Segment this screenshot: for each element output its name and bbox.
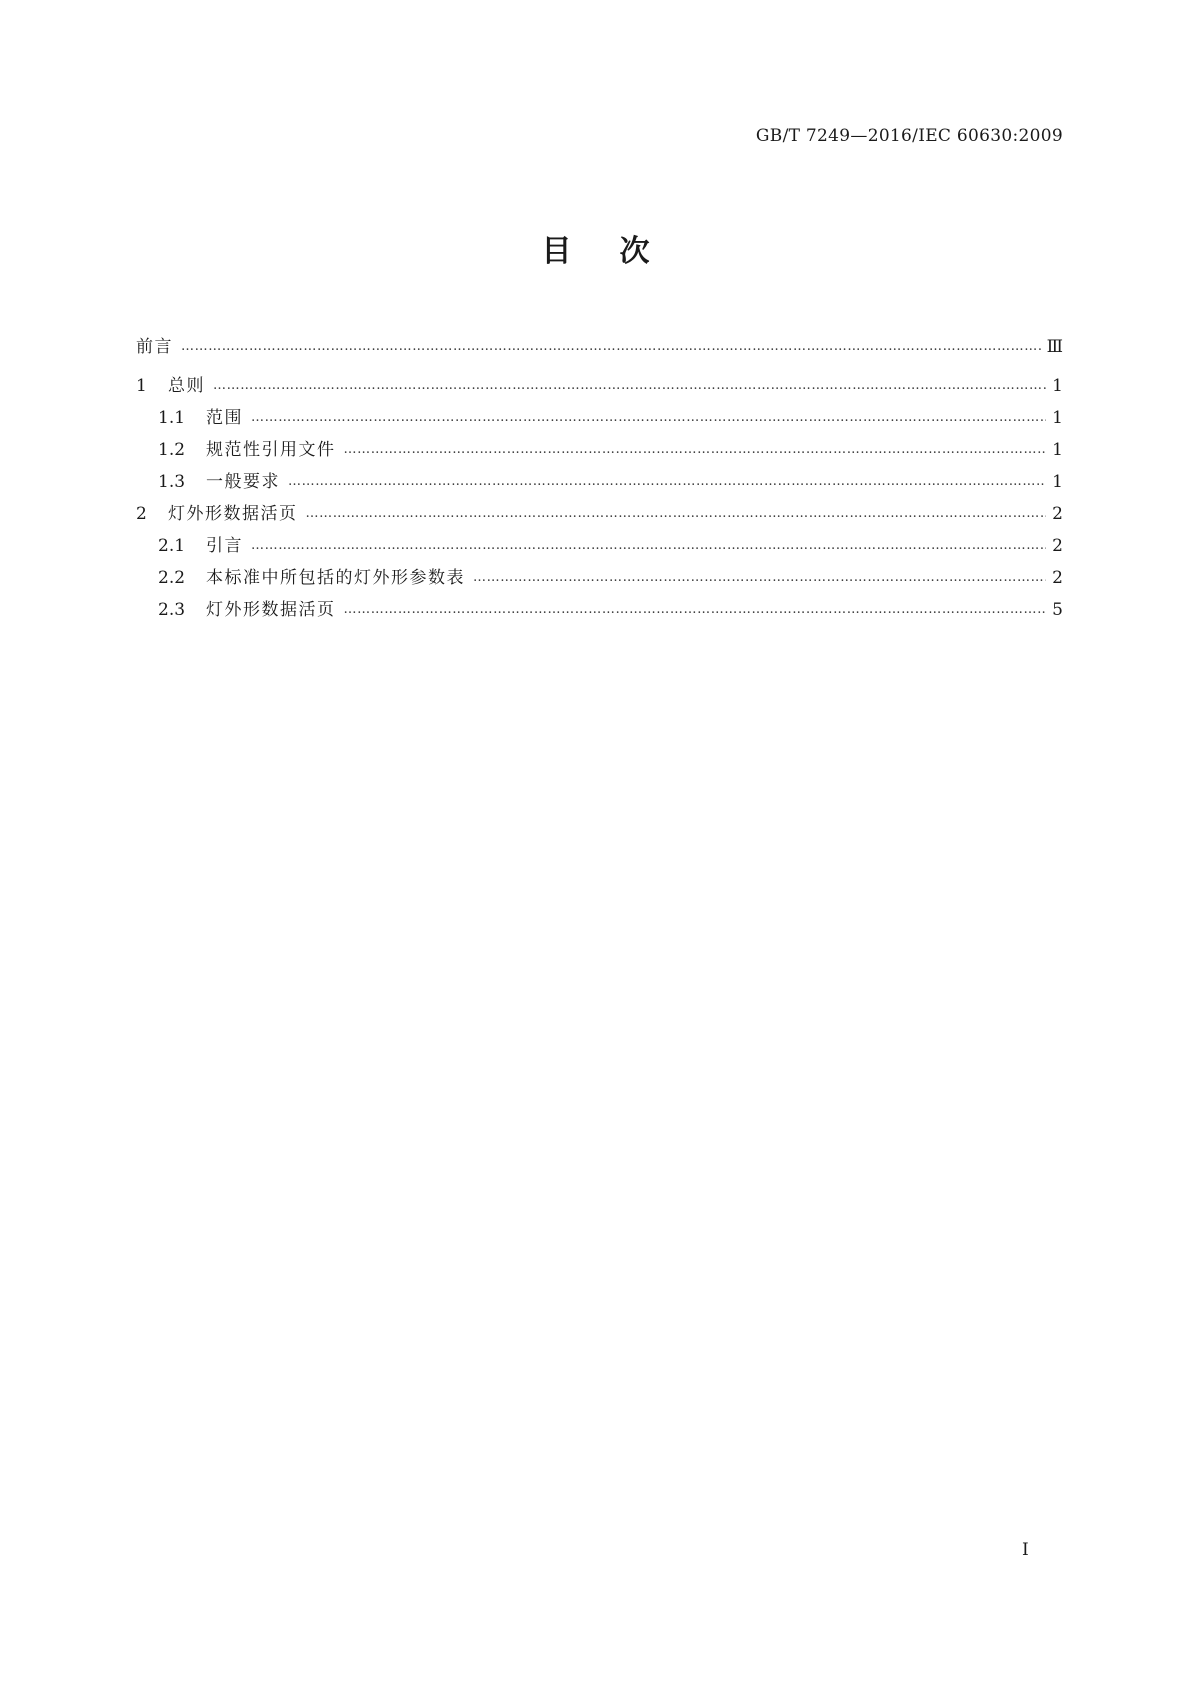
toc-entry-label: 一般要求 <box>206 472 280 492</box>
toc-entry-label: 本标准中所包括的灯外形参数表 <box>206 568 465 588</box>
toc-entry-number: 2.2 <box>158 568 186 588</box>
toc-entry-number: 1 <box>136 376 147 396</box>
toc-entry-page: 1 <box>1052 472 1063 492</box>
toc-entry-section-2-2[interactable] <box>136 557 1063 589</box>
toc-entry-section-1-3[interactable] <box>136 461 1063 493</box>
toc-entry-label: 灯外形数据活页 <box>168 504 298 524</box>
toc-leader-dots <box>181 336 1041 358</box>
toc-entry-section-1-1[interactable] <box>136 397 1063 429</box>
toc-entry-number: 1.3 <box>158 472 186 492</box>
toc-leader-dots <box>344 599 1047 621</box>
toc-entry-number: 2 <box>136 504 147 524</box>
toc-entry-section-2-1[interactable] <box>136 525 1063 557</box>
toc-entry-number: 2.1 <box>158 536 186 556</box>
toc-leader-dots <box>251 535 1046 557</box>
toc-entry-section-1[interactable] <box>136 365 1063 397</box>
toc-entry-label: 前言 <box>136 337 173 357</box>
toc-entry-page: 2 <box>1052 568 1063 588</box>
toc-entry-label: 灯外形数据活页 <box>206 600 336 620</box>
toc-entry-page: Ⅲ <box>1046 337 1063 357</box>
toc-entry-page: 2 <box>1052 536 1063 556</box>
toc-entry-label: 总则 <box>168 376 205 396</box>
toc-leader-dots <box>306 503 1047 525</box>
page-number: I <box>1022 1540 1029 1560</box>
toc-entry-page: 1 <box>1052 440 1063 460</box>
toc-entry-number: 1.1 <box>158 408 186 428</box>
toc-entry-label: 范围 <box>206 408 243 428</box>
toc-entry-foreword[interactable] <box>136 326 1063 358</box>
toc-leader-dots <box>344 439 1047 461</box>
standard-code-header: GB/T 7249—2016/IEC 60630:2009 <box>755 126 1063 146</box>
toc-entry-page: 5 <box>1052 600 1063 620</box>
toc-leader-dots <box>288 471 1046 493</box>
page-title: 目次 <box>541 234 698 269</box>
toc-leader-dots <box>213 375 1046 397</box>
toc-entry-number: 1.2 <box>158 440 186 460</box>
toc-entry-section-1-2[interactable] <box>136 429 1063 461</box>
toc-entry-label: 引言 <box>206 536 243 556</box>
table-of-contents <box>136 326 1063 621</box>
toc-entry-section-2[interactable] <box>136 493 1063 525</box>
toc-entry-page: 1 <box>1052 408 1063 428</box>
toc-entry-label: 规范性引用文件 <box>206 440 336 460</box>
toc-entry-page: 2 <box>1052 504 1063 524</box>
toc-entry-page: 1 <box>1052 376 1063 396</box>
toc-leader-dots <box>251 407 1046 429</box>
toc-entry-section-2-3[interactable] <box>136 589 1063 621</box>
toc-entry-number: 2.3 <box>158 600 186 620</box>
toc-leader-dots <box>473 567 1046 589</box>
